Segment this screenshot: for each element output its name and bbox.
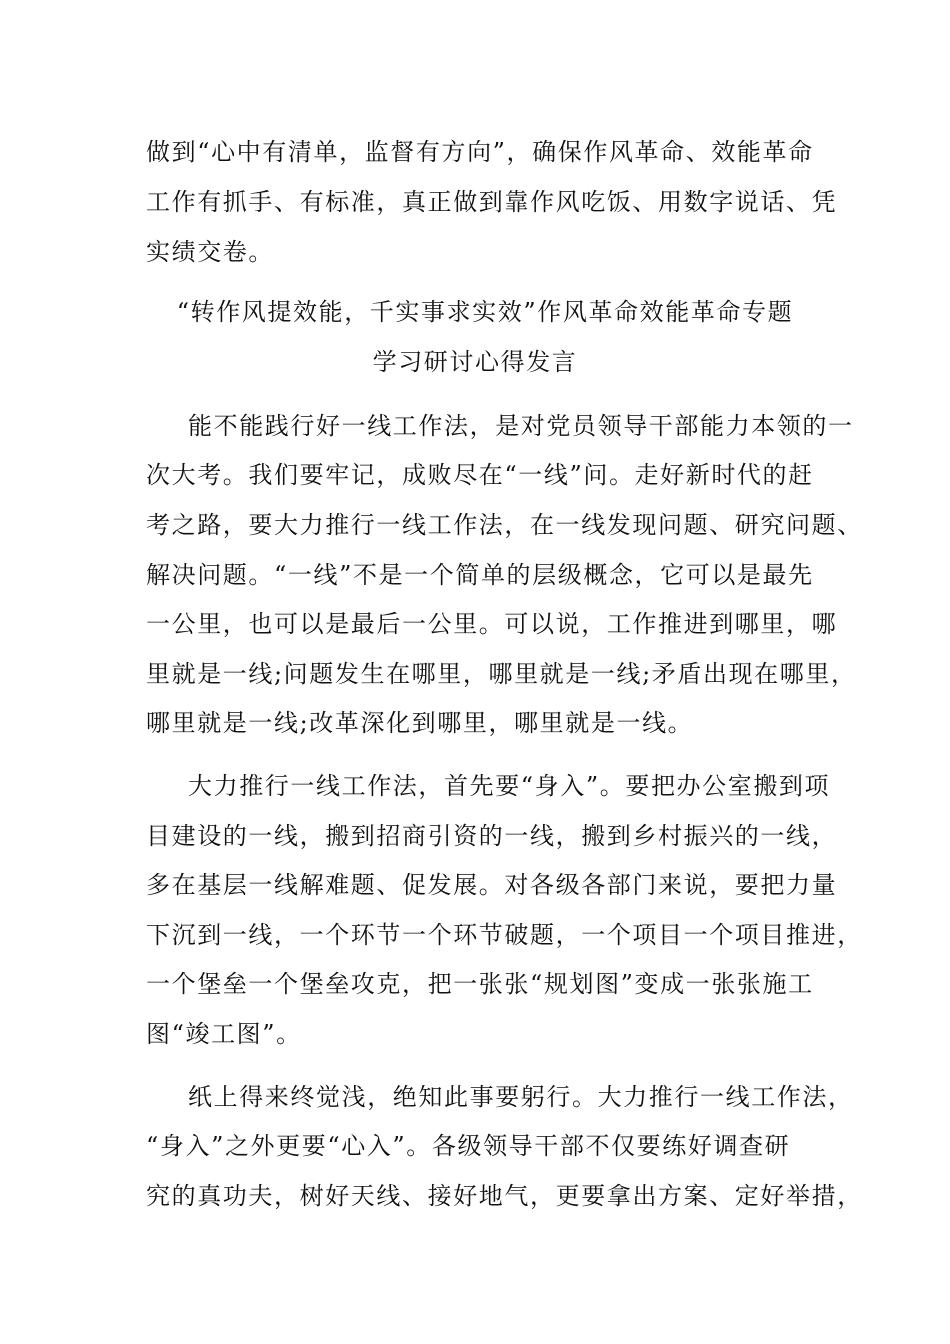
document-heading-line-1: “转作风提效能，千实事求实效”作风革命效能革命专题 [176,298,794,326]
paragraph-line: 次大考。我们要牢记，成败尽在“一线”问。走好新时代的赶 [146,461,814,489]
paragraph-line: 里就是一线;问题发生在哪里，哪里就是一线;矛盾出现在哪里， [146,660,857,688]
paragraph-line: 能不能践行好一线工作法，是对党员领导干部能力本领的一 [188,412,854,440]
intro-line: 工作有抓手、有标准，真正做到靠作风吃饭、用数字说话、凭 [146,188,838,216]
document-heading-line-2: 学习研讨心得发言 [372,348,578,376]
paragraph-line: 考之路，要大力推行一线工作法，在一线发现问题、研究问题、 [146,511,863,539]
paragraph-line: 解决问题。“一线”不是一个简单的层级概念，它可以是最先 [146,561,814,589]
paragraph-line: 多在基层一线解难题、促发展。对各级各部门来说，要把力量 [146,871,838,899]
paragraph-line: 大力推行一线工作法，首先要“身入”。要把办公室搬到项 [188,772,831,800]
paragraph-line: 一公里，也可以是最后一公里。可以说，工作推进到哪里，哪 [146,610,838,638]
paragraph-line: 纸上得来终觉浅，绝知此事要躬行。大力推行一线工作法， [188,1083,854,1111]
paragraph-line: “身入”之外更要“心入”。各级领导干部不仅要练好调查研 [146,1132,791,1160]
intro-line: 做到“心中有清单，监督有方向”，确保作风革命、效能革命 [146,138,814,166]
paragraph-line: 哪里就是一线;改革深化到哪里，哪里就是一线。 [146,709,694,737]
paragraph-line: 下沉到一线，一个环节一个环节破题，一个项目一个项目推进， [146,921,863,949]
paragraph-line: 一个堡垒一个堡垒攻克，把一张张“规划图”变成一张张施工 [146,970,814,998]
intro-line: 实绩交卷。 [146,238,274,266]
paragraph-line: 究的真功夫，树好天线、接好地气，更要拿出方案、定好举措， [146,1182,863,1210]
paragraph-line: 图“竣工图”。 [146,1020,302,1048]
paragraph-line: 目建设的一线，搬到招商引资的一线，搬到乡村振兴的一线， [146,822,838,850]
